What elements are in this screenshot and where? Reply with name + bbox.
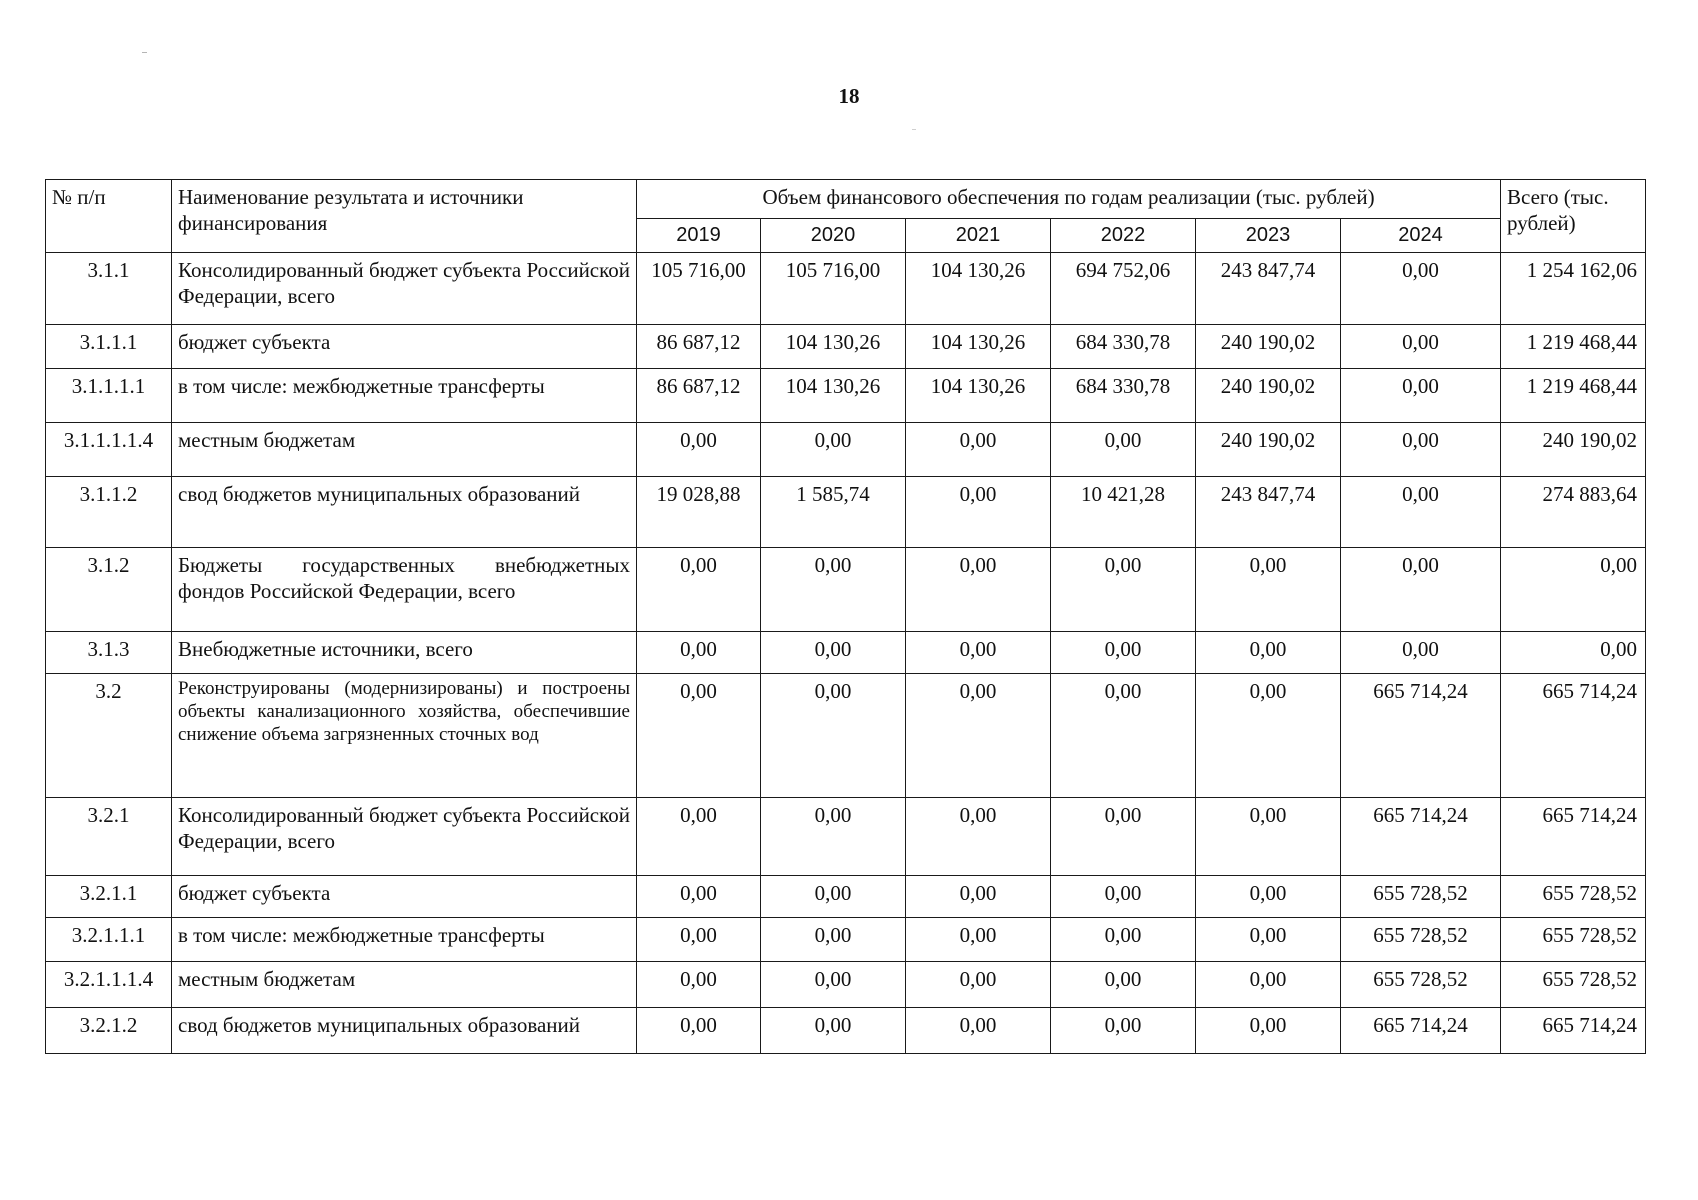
row-value-2024: 0,00 [1341, 423, 1501, 477]
row-value-2019: 86 687,12 [637, 369, 761, 423]
row-value-2024: 0,00 [1341, 325, 1501, 369]
row-value-2021: 0,00 [906, 477, 1051, 548]
row-value-2019: 0,00 [637, 548, 761, 632]
row-value-2024: 665 714,24 [1341, 798, 1501, 876]
row-value-2024: 655 728,52 [1341, 962, 1501, 1008]
row-value-2019: 0,00 [637, 918, 761, 962]
row-name: в том числе: межбюджетные трансферты [172, 918, 637, 962]
table-row [46, 369, 1646, 423]
row-value-2021: 0,00 [906, 798, 1051, 876]
row-value-2021: 0,00 [906, 876, 1051, 918]
row-value-2022: 0,00 [1051, 548, 1196, 632]
header-row [46, 180, 1646, 219]
row-value-2024: 0,00 [1341, 253, 1501, 325]
row-value-2023: 0,00 [1196, 1008, 1341, 1054]
table-row [46, 548, 1646, 632]
row-value-2021: 0,00 [906, 674, 1051, 798]
row-value-2019: 0,00 [637, 876, 761, 918]
row-num: 3.2.1.1.1.4 [46, 962, 172, 1008]
row-value-2023: 243 847,74 [1196, 477, 1341, 548]
table-row [46, 253, 1646, 325]
row-value-2020: 0,00 [761, 423, 906, 477]
header-volume: Объем финансового обеспечения по годам реализации (тыс. рублей) [637, 180, 1501, 219]
row-value-2023: 0,00 [1196, 632, 1341, 674]
row-value-2020: 0,00 [761, 548, 906, 632]
row-value-2020: 0,00 [761, 632, 906, 674]
header-year: 2023 [1196, 219, 1341, 253]
row-name: Консолидированный бюджет субъекта Российской Федерации, всего [172, 798, 637, 876]
row-value-2019: 19 028,88 [637, 477, 761, 548]
row-value-2023: 240 190,02 [1196, 423, 1341, 477]
row-total: 1 219 468,44 [1501, 369, 1646, 423]
row-value-2020: 0,00 [761, 876, 906, 918]
header-year: 2019 [637, 219, 761, 253]
row-name: местным бюджетам [172, 423, 637, 477]
row-value-2023: 0,00 [1196, 876, 1341, 918]
header-total: Всего (тыс. рублей) [1501, 180, 1646, 253]
row-value-2022: 0,00 [1051, 632, 1196, 674]
row-value-2019: 0,00 [637, 423, 761, 477]
row-value-2024: 655 728,52 [1341, 876, 1501, 918]
row-value-2024: 0,00 [1341, 477, 1501, 548]
row-num: 3.1.1.1.1.4 [46, 423, 172, 477]
row-total: 665 714,24 [1501, 798, 1646, 876]
row-name: Бюджеты государственных внебюджетных фондов Российской Федерации, всего [172, 548, 637, 632]
row-total: 665 714,24 [1501, 674, 1646, 798]
financing-table [45, 179, 1646, 1054]
row-value-2023: 243 847,74 [1196, 253, 1341, 325]
row-value-2022: 0,00 [1051, 918, 1196, 962]
row-name: свод бюджетов муниципальных образований [172, 1008, 637, 1054]
row-name: Внебюджетные источники, всего [172, 632, 637, 674]
row-value-2020: 0,00 [761, 674, 906, 798]
row-value-2023: 0,00 [1196, 548, 1341, 632]
row-value-2021: 0,00 [906, 962, 1051, 1008]
row-value-2020: 104 130,26 [761, 369, 906, 423]
row-num: 3.2.1 [46, 798, 172, 876]
row-value-2022: 0,00 [1051, 962, 1196, 1008]
table-row [46, 632, 1646, 674]
row-value-2023: 0,00 [1196, 798, 1341, 876]
row-value-2020: 0,00 [761, 798, 906, 876]
row-value-2024: 655 728,52 [1341, 918, 1501, 962]
row-value-2024: 665 714,24 [1341, 674, 1501, 798]
row-name: местным бюджетам [172, 962, 637, 1008]
row-total: 1 254 162,06 [1501, 253, 1646, 325]
row-value-2021: 0,00 [906, 423, 1051, 477]
row-num: 3.2 [46, 674, 172, 798]
row-name: Консолидированный бюджет субъекта Российской Федерации, всего [172, 253, 637, 325]
row-value-2022: 0,00 [1051, 423, 1196, 477]
header-year: 2024 [1341, 219, 1501, 253]
row-name: бюджет субъекта [172, 325, 637, 369]
row-value-2021: 0,00 [906, 918, 1051, 962]
row-value-2023: 240 190,02 [1196, 325, 1341, 369]
row-value-2024: 0,00 [1341, 632, 1501, 674]
row-total: 1 219 468,44 [1501, 325, 1646, 369]
row-total: 0,00 [1501, 548, 1646, 632]
header-year: 2022 [1051, 219, 1196, 253]
row-value-2023: 0,00 [1196, 674, 1341, 798]
row-num: 3.1.1 [46, 253, 172, 325]
row-num: 3.2.1.2 [46, 1008, 172, 1054]
row-value-2022: 684 330,78 [1051, 325, 1196, 369]
row-value-2022: 0,00 [1051, 674, 1196, 798]
row-value-2019: 86 687,12 [637, 325, 761, 369]
table-row [46, 962, 1646, 1008]
row-value-2020: 104 130,26 [761, 325, 906, 369]
row-num: 3.2.1.1.1 [46, 918, 172, 962]
row-value-2022: 0,00 [1051, 798, 1196, 876]
row-num: 3.1.1.1 [46, 325, 172, 369]
scan-mark [912, 129, 916, 130]
row-value-2021: 0,00 [906, 548, 1051, 632]
row-num: 3.1.2 [46, 548, 172, 632]
row-value-2024: 0,00 [1341, 369, 1501, 423]
table-row [46, 477, 1646, 548]
row-value-2021: 104 130,26 [906, 253, 1051, 325]
row-total: 0,00 [1501, 632, 1646, 674]
row-total: 274 883,64 [1501, 477, 1646, 548]
row-value-2020: 0,00 [761, 918, 906, 962]
row-num: 3.1.3 [46, 632, 172, 674]
row-value-2023: 0,00 [1196, 962, 1341, 1008]
row-value-2024: 0,00 [1341, 548, 1501, 632]
row-total: 655 728,52 [1501, 876, 1646, 918]
row-value-2019: 105 716,00 [637, 253, 761, 325]
row-value-2020: 1 585,74 [761, 477, 906, 548]
row-num: 3.1.1.1.1 [46, 369, 172, 423]
row-value-2019: 0,00 [637, 632, 761, 674]
row-value-2022: 10 421,28 [1051, 477, 1196, 548]
row-value-2022: 0,00 [1051, 876, 1196, 918]
header-year: 2020 [761, 219, 906, 253]
table-body [46, 253, 1646, 1054]
row-total: 655 728,52 [1501, 962, 1646, 1008]
row-total: 655 728,52 [1501, 918, 1646, 962]
row-value-2023: 240 190,02 [1196, 369, 1341, 423]
table-header [46, 180, 1646, 253]
row-value-2021: 0,00 [906, 1008, 1051, 1054]
header-year: 2021 [906, 219, 1051, 253]
row-value-2020: 0,00 [761, 962, 906, 1008]
row-value-2020: 105 716,00 [761, 253, 906, 325]
row-value-2022: 684 330,78 [1051, 369, 1196, 423]
row-value-2022: 694 752,06 [1051, 253, 1196, 325]
row-value-2024: 665 714,24 [1341, 1008, 1501, 1054]
table-row [46, 798, 1646, 876]
row-value-2019: 0,00 [637, 798, 761, 876]
row-name: свод бюджетов муниципальных образований [172, 477, 637, 548]
table-row [46, 918, 1646, 962]
row-value-2022: 0,00 [1051, 1008, 1196, 1054]
table-row [46, 876, 1646, 918]
table-row [46, 674, 1646, 798]
page-number: 18 [838, 84, 860, 108]
row-total: 240 190,02 [1501, 423, 1646, 477]
row-name: бюджет субъекта [172, 876, 637, 918]
row-value-2020: 0,00 [761, 1008, 906, 1054]
row-value-2021: 104 130,26 [906, 325, 1051, 369]
row-value-2019: 0,00 [637, 962, 761, 1008]
row-value-2021: 104 130,26 [906, 369, 1051, 423]
scan-mark [142, 52, 147, 53]
table-row [46, 423, 1646, 477]
row-total: 665 714,24 [1501, 1008, 1646, 1054]
row-name: в том числе: межбюджетные трансферты [172, 369, 637, 423]
table-row [46, 325, 1646, 369]
row-value-2023: 0,00 [1196, 918, 1341, 962]
table-row [46, 1008, 1646, 1054]
row-value-2021: 0,00 [906, 632, 1051, 674]
row-name: Реконструированы (модернизированы) и построены объекты канализационного хозяйства, обеспечившие снижение объема загрязненных сточных вод [172, 674, 637, 798]
row-value-2019: 0,00 [637, 1008, 761, 1054]
row-num: 3.2.1.1 [46, 876, 172, 918]
header-name: Наименование результата и источники финансирования [172, 180, 637, 253]
header-num: № п/п [46, 180, 172, 253]
row-num: 3.1.1.2 [46, 477, 172, 548]
row-value-2019: 0,00 [637, 674, 761, 798]
